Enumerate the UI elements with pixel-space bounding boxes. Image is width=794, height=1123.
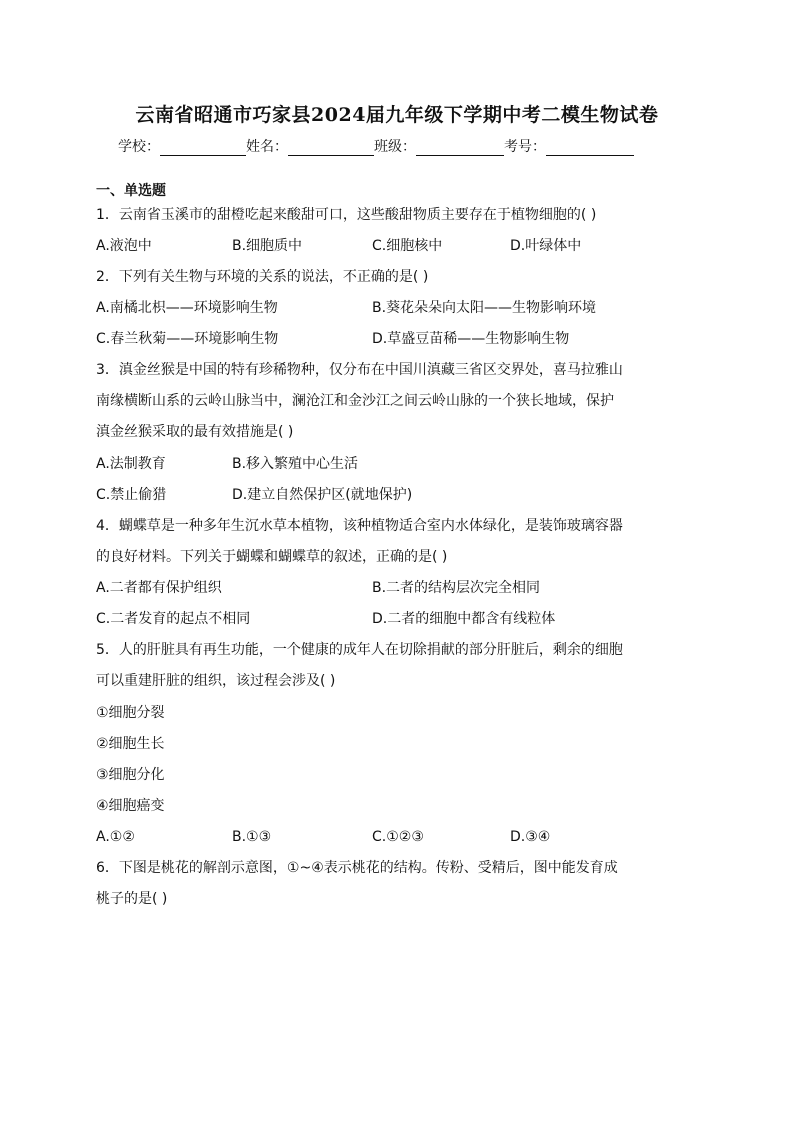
q3-option-c: C.禁止偷猎 (96, 487, 167, 503)
question-5-stem-line-1: 5．人的肝脏具有再生功能，一个健康的成年人在切除捐献的部分肝脏后，剩余的细胞 (96, 642, 623, 658)
question-3-stem-line-1: 3．滇金丝猴是中国的特有珍稀物种，仅分布在中国川滇藏三省区交界处，喜马拉雅山 (96, 362, 623, 378)
question-4-stem-line-1: 4．蝴蝶草是一种多年生沉水草本植物，该种植物适合室内水体绿化，是装饰玻璃容器 (96, 518, 623, 534)
section-heading: 一、单选题 (96, 183, 166, 199)
question-3-stem-line-2: 南缘横断山系的云岭山脉当中，澜沧江和金沙江之间云岭山脉的一个狭长地域，保护 (96, 393, 614, 409)
q1-option-d: D.叶绿体中 (510, 238, 582, 254)
question-4-stem-line-2: 的良好材料。下列关于蝴蝶和蝴蝶草的叙述，正确的是( ) (96, 549, 448, 565)
q5-option-a: A.①② (96, 829, 135, 845)
q5-item-1: ①细胞分裂 (96, 705, 165, 721)
q1-option-b: B.细胞质中 (232, 238, 303, 254)
question-5-stem-line-2: 可以重建肝脏的组织，该过程会涉及( ) (96, 673, 336, 689)
exam-no-label: 考号： (504, 139, 546, 155)
q3-option-a: A.法制教育 (96, 456, 166, 472)
q3-option-d: D.建立自然保护区(就地保护) (232, 487, 413, 503)
school-label: 学校： (118, 139, 160, 155)
question-6-stem-line-1: 6．下图是桃花的解剖示意图，①~④表示桃花的结构。传粉、受精后，图中能发育成 (96, 860, 618, 876)
question-3-stem-line-3: 滇金丝猴采取的最有效措施是( ) (96, 424, 294, 440)
q4-option-b: B.二者的结构层次完全相同 (372, 580, 541, 596)
q3-option-b: B.移入繁殖中心生活 (232, 456, 359, 472)
q2-option-c: C.春兰秋菊——环境影响生物 (96, 331, 279, 347)
school-blank[interactable] (160, 140, 246, 156)
q4-option-c: C.二者发育的起点不相同 (96, 611, 251, 627)
q4-option-d: D.二者的细胞中都含有线粒体 (372, 611, 556, 627)
q5-option-c: C.①②③ (372, 829, 424, 845)
q4-option-a: A.二者都有保护组织 (96, 580, 222, 596)
student-info-line (118, 136, 634, 156)
q1-option-a: A.液泡中 (96, 238, 152, 254)
question-6-stem-line-2: 桃子的是( ) (96, 891, 168, 907)
q2-option-b: B.葵花朵朵向太阳——生物影响环境 (372, 300, 597, 316)
exam-no-blank[interactable] (546, 140, 634, 156)
exam-title: 云南省昭通市巧家县2024届九年级下学期中考二模生物试卷 (135, 104, 659, 126)
q2-option-a: A.南橘北枳——环境影响生物 (96, 300, 278, 316)
question-2-stem: 2．下列有关生物与环境的关系的说法，不正确的是( ) (96, 269, 429, 285)
class-label: 班级： (374, 139, 416, 155)
q1-option-c: C.细胞核中 (372, 238, 443, 254)
q5-option-b: B.①③ (232, 829, 272, 845)
name-label: 姓名： (246, 139, 288, 155)
q2-option-d: D.草盛豆苗稀——生物影响生物 (372, 331, 570, 347)
q5-item-2: ②细胞生长 (96, 736, 165, 752)
class-blank[interactable] (416, 140, 504, 156)
q5-item-3: ③细胞分化 (96, 767, 165, 783)
q5-option-d: D.③④ (510, 829, 551, 845)
q5-item-4: ④细胞癌变 (96, 798, 165, 814)
name-blank[interactable] (288, 140, 374, 156)
question-1-stem: 1．云南省玉溪市的甜橙吃起来酸甜可口，这些酸甜物质主要存在于植物细胞的( ) (96, 207, 597, 223)
